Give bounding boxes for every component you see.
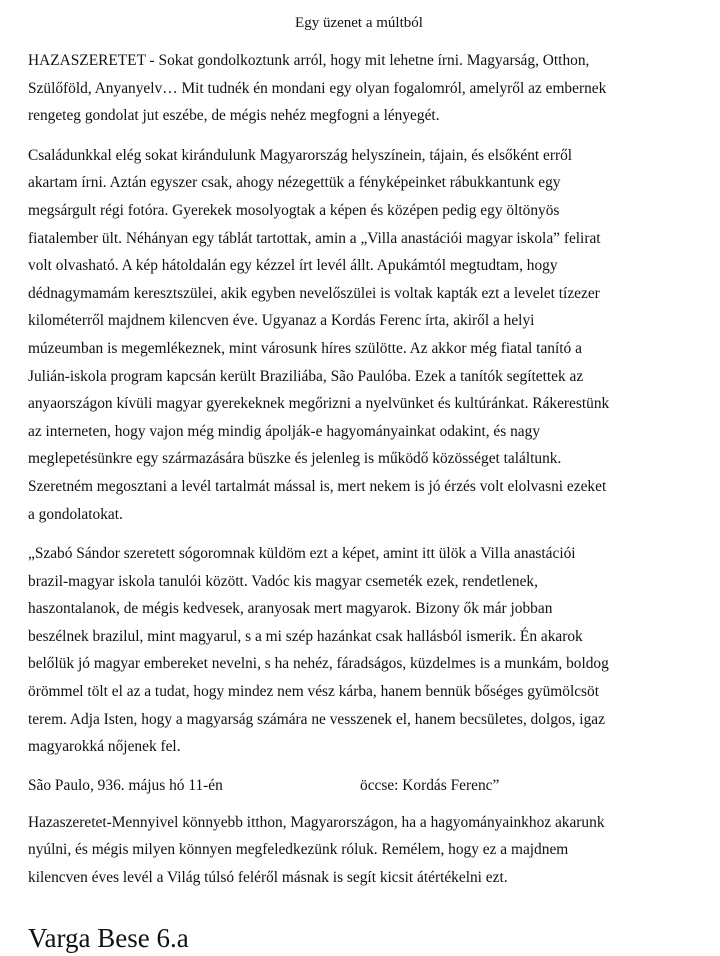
text-line: Családunkkal elég sokat kirándulunk Magyarország helyszínein, tájain, és elsőként erről [28, 146, 573, 164]
text-line: örömmel tölt el az a tudat, hogy mindez nem vész kárba, hanem bennük bőséges gyümölcsöt [28, 683, 600, 701]
closing-paragraph [28, 809, 690, 892]
text-line: nyúlni, és mégis milyen könnyen megfeledkezünk róluk. Remélem, hogy ez a majdnem [28, 841, 569, 859]
text-line: megsárgult régi fotóra. Gyerekek mosolyogtak a képen és középen pedig egy öltönyös [28, 201, 560, 219]
text-line: belőlük jó magyar embereket nevelni, s ha nehéz, fáradságos, küzdelmes is a munkám, boldog [28, 655, 609, 673]
story-paragraph [28, 142, 690, 528]
text-line: terem. Adja Isten, hogy a magyarság számára ne vesszenek el, hanem becsületes, dolgos, igaz [28, 710, 605, 728]
text-line: az interneten, hogy vajon még mindig ápolják-e hagyományainkat odakint, és nagy [28, 422, 541, 440]
text-line: brazil-magyar iskola tanulói között. Vadóc kis magyar csemeték ezek, rendetlenek, [28, 572, 538, 590]
text-line: beszélnek brazilul, mint magyarul, s a mi szép hazánkat csak hallásból ismerik. Én akarok [28, 627, 583, 645]
text-line: volt olvasható. A kép hátoldalán egy kézzel írt levél állt. Apukámtól megtudtam, hogy [28, 257, 558, 275]
letter-signoff [28, 773, 690, 799]
text-line: akartam írni. Aztán egyszer csak, ahogy nézegettük a fényképeinket rábukkantunk egy [28, 174, 561, 192]
letter-sender: öccse: Kordás Ferenc” [360, 776, 500, 794]
text-line: kilencven éves levél a Világ túlsó feléről másnak is segít kicsit átértékelni ezt. [28, 869, 508, 887]
text-line: múzeumban is megemlékeznek, mint városunk híres szülötte. Az akkor még fiatal tanító a [28, 339, 582, 357]
author-signature: Varga Bese 6.a [28, 923, 189, 953]
text-line: Szeretném megosztani a levél tartalmát mással is, mert nekem is jó érzés volt elolvasni ezeket [28, 477, 607, 495]
text-line: meglepetésünkre egy származására büszke és jelenleg is működő közösséget találtunk. [28, 450, 562, 468]
letter-place-date: São Paulo, 936. május hó 11-én [28, 776, 223, 794]
text-line: anyaországon kívüli magyar gyerekeknek megőrizni a nyelvünket és kultúránkat. Rákerestünk [28, 395, 610, 413]
text-line: Szülőföld, Anyanyelv… Mit tudnék én mondani egy olyan fogalomról, amelyről az embernek [28, 79, 607, 97]
text-line: Hazaszeretet-Mennyivel könnyebb itthon, Magyarországon, ha a hagyományainkhoz akarunk [28, 813, 605, 831]
text-line: a gondolatokat. [28, 505, 123, 523]
text-line: magyarokká nőjenek fel. [28, 738, 181, 756]
text-line: Julián-iskola program kapcsán került Braziliába, São Paulóba. Ezek a tanítók segítettek az [28, 367, 584, 385]
text-line: kilométerről majdnem kilencven éve. Ugyanaz a Kordás Ferenc írta, akiről a helyi [28, 312, 535, 330]
intro-paragraph [28, 47, 690, 130]
text-line: haszontalanok, de mégis kedvesek, aranyosak mert magyarok. Bizony ők már jobban [28, 600, 553, 618]
letter-paragraph [28, 540, 690, 761]
text-line: „Szabó Sándor szeretett sógoromnak küldöm ezt a képet, amint itt ülök a Villa anastációi [28, 545, 576, 563]
document-title: Egy üzenet a múltból [295, 15, 423, 31]
text-line: rengeteg gondolat jut eszébe, de mégis nehéz megfogni a lényegét. [28, 107, 440, 125]
text-line: fiatalember ült. Néhányan egy táblát tartottak, amin a „Villa anastációi magyar iskola” felirat [28, 229, 601, 247]
text-line: dédnagymamám keresztszülei, akik egyben nevelőszülei is voltak kapták ezt a levelet tízezer [28, 284, 600, 302]
text-line: HAZASZERETET - Sokat gondolkoztunk arról, hogy mit lehetne írni. Magyarság, Otthon, [28, 52, 590, 69]
